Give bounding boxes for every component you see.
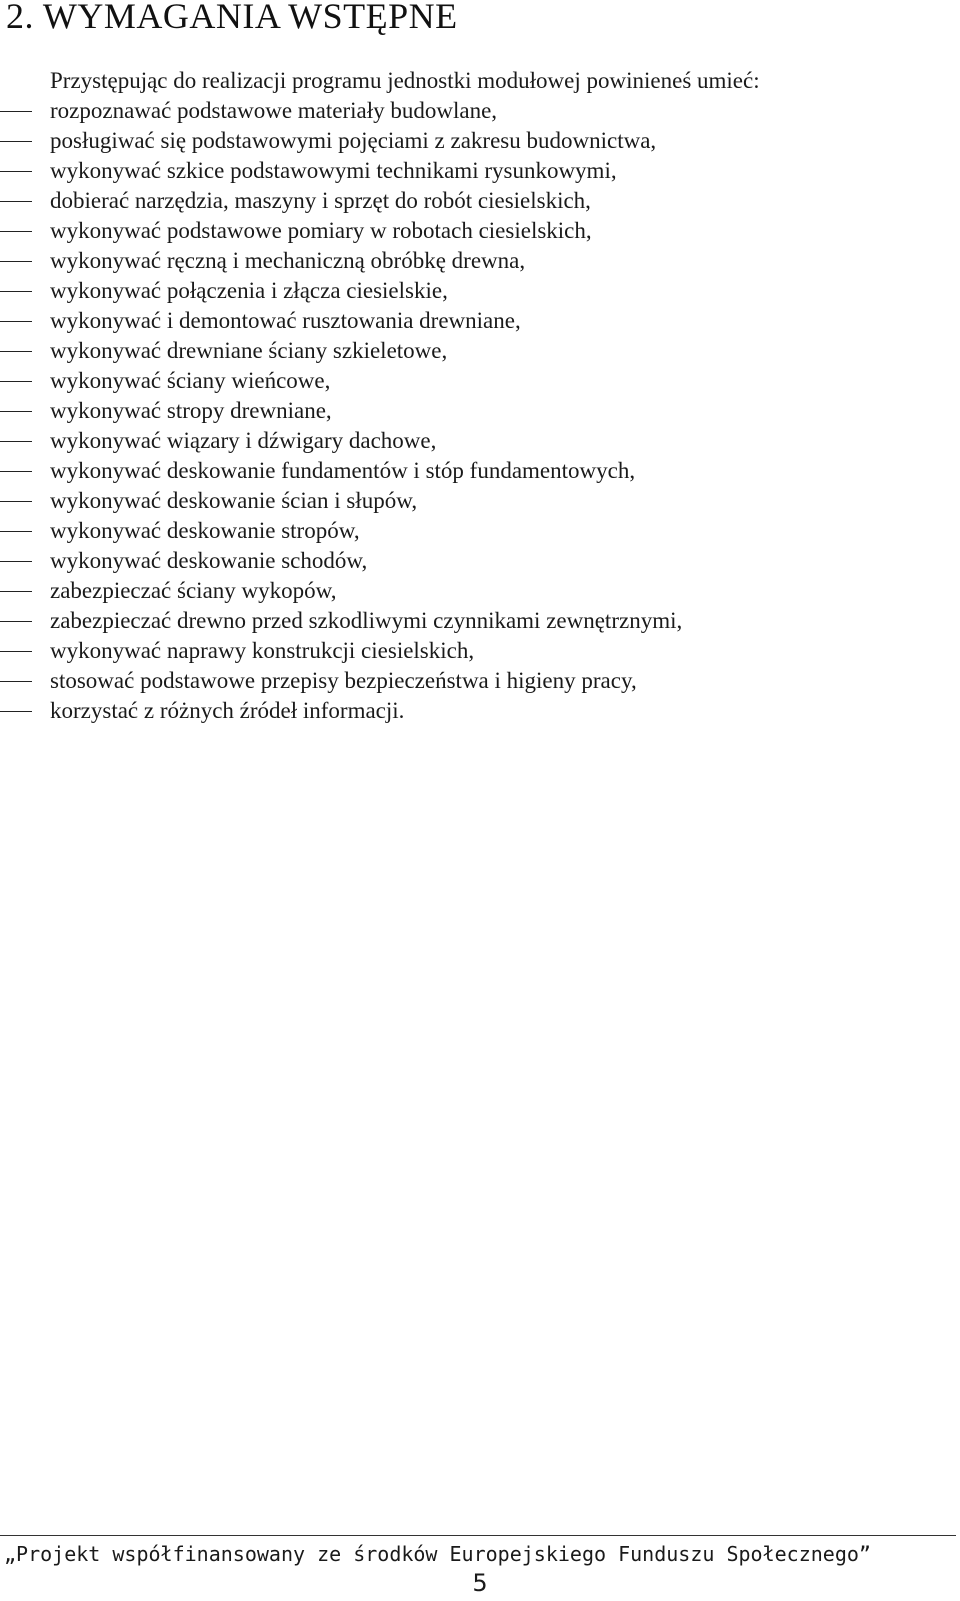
- dash-bullet-icon: [0, 201, 32, 202]
- list-item-text: wykonywać wiązary i dźwigary dachowe,: [50, 428, 437, 453]
- list-item-text: wykonywać i demontować rusztowania drewniane,: [50, 308, 521, 333]
- dash-bullet-icon: [0, 471, 32, 472]
- dash-bullet-icon: [0, 141, 32, 142]
- list-item-text: wykonywać podstawowe pomiary w robotach ciesielskich,: [50, 218, 592, 243]
- list-item-text: wykonywać drewniane ściany szkieletowe,: [50, 338, 448, 363]
- dash-bullet-icon: [0, 291, 32, 292]
- dash-bullet-icon: [0, 321, 32, 322]
- list-item-text: dobierać narzędzia, maszyny i sprzęt do robót ciesielskich,: [50, 188, 591, 213]
- page-number: 5: [472, 1569, 488, 1597]
- dash-bullet-icon: [0, 651, 32, 652]
- dash-bullet-icon: [0, 621, 32, 622]
- list-item-text: wykonywać deskowanie stropów,: [50, 518, 360, 543]
- dash-bullet-icon: [0, 111, 32, 112]
- dash-bullet-icon: [0, 681, 32, 682]
- list-item-text: wykonywać deskowanie fundamentów i stóp fundamentowych,: [50, 458, 636, 483]
- list-item-text: korzystać z różnych źródeł informacji.: [50, 698, 405, 723]
- list-item-text: wykonywać naprawy konstrukcji ciesielskich,: [50, 638, 475, 663]
- list-item-text: wykonywać stropy drewniane,: [50, 398, 332, 423]
- list-item-text: wykonywać połączenia i złącza ciesielskie,: [50, 278, 448, 303]
- dash-bullet-icon: [0, 711, 32, 712]
- dash-bullet-icon: [0, 441, 32, 442]
- footer-divider: [0, 1535, 956, 1536]
- list-item-text: zabezpieczać drewno przed szkodliwymi czynnikami zewnętrznymi,: [50, 608, 683, 633]
- dash-bullet-icon: [0, 591, 32, 592]
- list-item-text: wykonywać deskowanie ścian i słupów,: [50, 488, 418, 513]
- list-item-text: zabezpieczać ściany wykopów,: [50, 578, 337, 603]
- list-item-text: stosować podstawowe przepisy bezpieczeństwa i higieny pracy,: [50, 668, 637, 693]
- intro-text: Przystępując do realizacji programu jednostki modułowej powinieneś umieć:: [50, 68, 760, 93]
- footer-text: „Projekt współfinansowany ze środków Europejskiego Funduszu Społecznego”: [4, 1542, 871, 1566]
- list-item-text: rozpoznawać podstawowe materiały budowlane,: [50, 98, 498, 123]
- dash-bullet-icon: [0, 501, 32, 502]
- dash-bullet-icon: [0, 261, 32, 262]
- list-item-text: wykonywać szkice podstawowymi technikami rysunkowymi,: [50, 158, 617, 183]
- dash-bullet-icon: [0, 561, 32, 562]
- list-item-text: wykonywać deskowanie schodów,: [50, 548, 368, 573]
- list-item-text: wykonywać ręczną i mechaniczną obróbkę drewna,: [50, 248, 526, 273]
- dash-bullet-icon: [0, 531, 32, 532]
- list-item-text: posługiwać się podstawowymi pojęciami z zakresu budownictwa,: [50, 128, 657, 153]
- dash-bullet-icon: [0, 171, 32, 172]
- dash-bullet-icon: [0, 381, 32, 382]
- section-heading: 2. WYMAGANIA WSTĘPNE: [6, 0, 458, 36]
- dash-bullet-icon: [0, 231, 32, 232]
- dash-bullet-icon: [0, 351, 32, 352]
- list-item-text: wykonywać ściany wieńcowe,: [50, 368, 331, 393]
- dash-bullet-icon: [0, 411, 32, 412]
